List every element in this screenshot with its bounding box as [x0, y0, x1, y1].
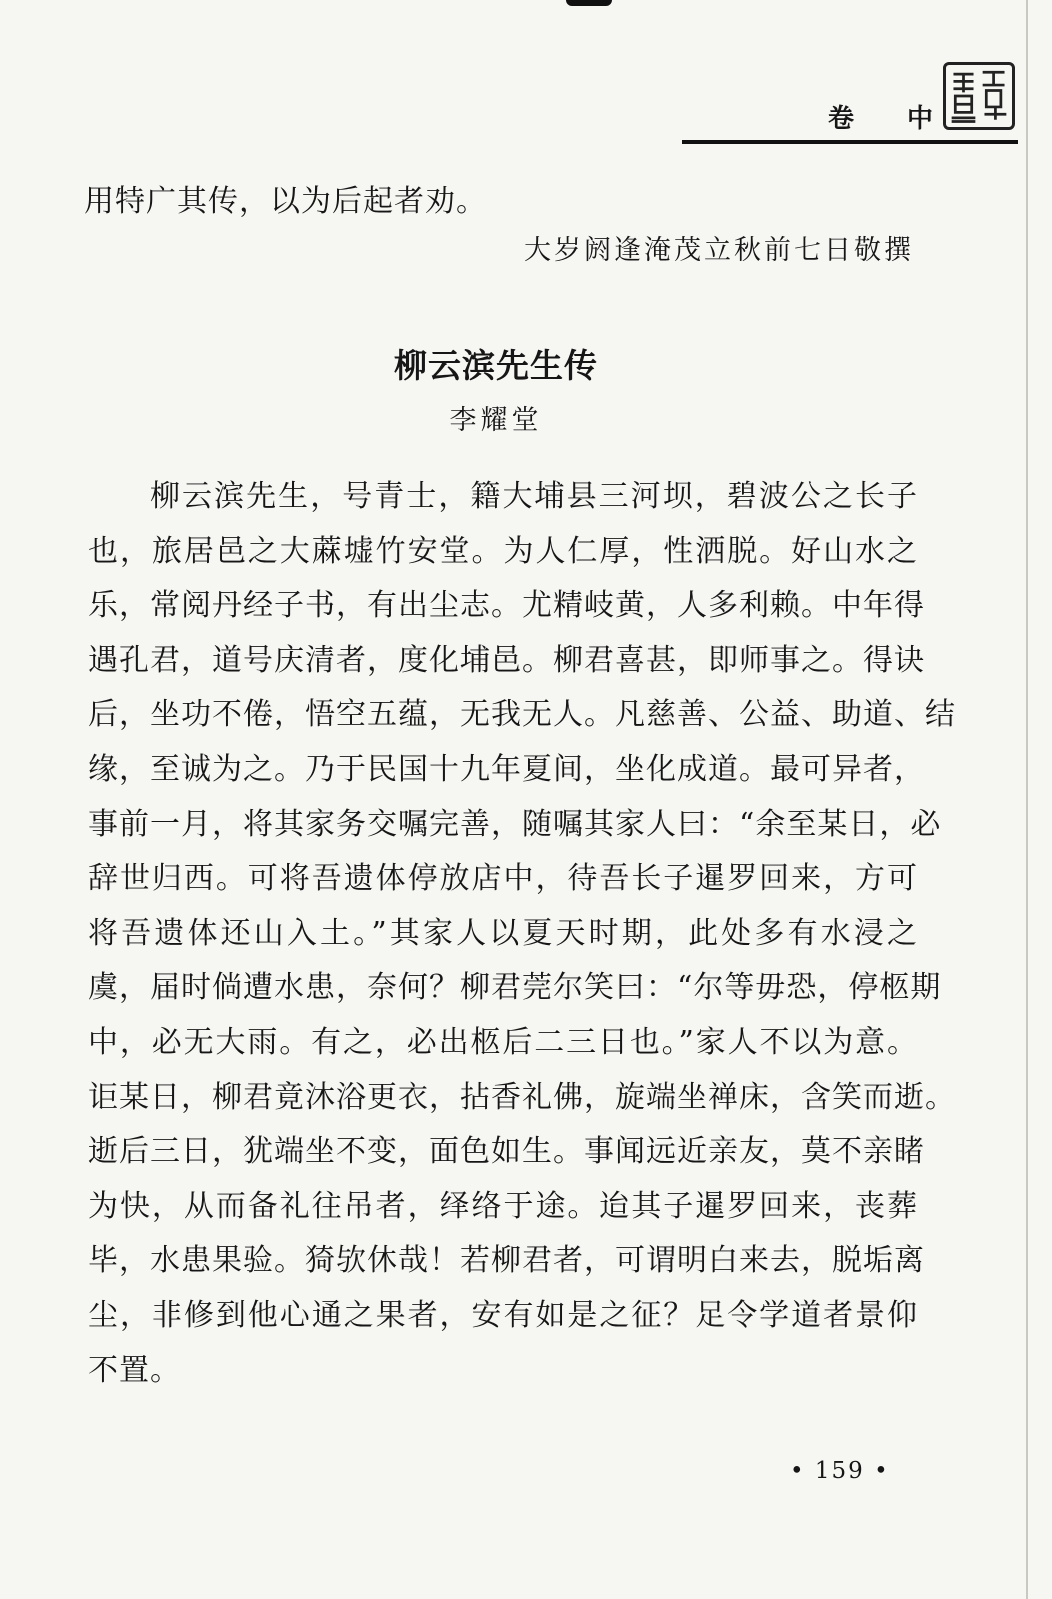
- body-line: 事前一月，将其家务交嘱完善，随嘱其家人曰：“余至某日，必: [88, 806, 942, 842]
- body-line: 虞，届时倘遭水患，奈何？柳君莞尔笑曰：“尔等毋恐，停柩期: [88, 970, 942, 1006]
- continuation-paragraph: 用特广其传，以为后起者劝。: [84, 184, 487, 219]
- body-line: 为快，从而备礼往吊者，绎络于途。迨其子暹罗回来，丧葬: [88, 1188, 918, 1224]
- body-line: 毕，水患果验。猗欤休哉！若柳君者，可谓明白来去，脱垢离: [88, 1243, 925, 1279]
- page-number: • 159 •: [790, 1458, 890, 1484]
- page-edge: [1026, 0, 1028, 1599]
- body-line: 辞世归西。可将吾遗体停放店中，待吾长子暹罗回来，方可: [88, 861, 918, 897]
- body-line: 尘，非修到他心通之果者，安有如是之征？足令学道者景仰: [88, 1297, 918, 1333]
- article-title: 柳云滨先生传: [394, 346, 598, 385]
- body-line: 讵某日，柳君竟沐浴更衣，拈香礼佛，旋端坐禅床，含笑而逝。: [88, 1079, 956, 1115]
- body-line: 后，坐功不倦，悟空五蕴，无我无人。凡慈善、公益、助道、结: [88, 697, 956, 733]
- section-header: 卷 中: [828, 104, 956, 134]
- body-line: 缘，至诚为之。乃于民国十九年夏间，坐化成道。最可异者，: [88, 751, 925, 787]
- body-line: 遇孔君，道号庆清者，度化埔邑。柳君喜甚，即师事之。得诀: [88, 642, 925, 678]
- body-line: 不置。: [88, 1352, 181, 1388]
- header-rule: [682, 140, 1018, 144]
- body-line: 也，旅居邑之大蔴墟竹安堂。为人仁厚，性洒脱。好山水之: [88, 533, 918, 569]
- top-ink-blot: [566, 0, 612, 6]
- article-author: 李耀堂: [449, 405, 543, 436]
- body-line: 将吾遗体还山入土。”其家人以夏天时期，此处多有水浸之: [88, 915, 918, 951]
- article-body: [88, 470, 956, 1398]
- body-line: 乐，常阅丹经子书，有出尘志。尤精岐黄，人多利赖。中年得: [88, 588, 925, 624]
- body-line: 中，必无大雨。有之，必出柩后二三日也。”家人不以为意。: [88, 1024, 918, 1060]
- body-line: 柳云滨先生，号青士，籍大埔县三河坝，碧波公之长子: [150, 479, 918, 514]
- body-line: 逝后三日，犹端坐不变，面色如生。事闻远近亲友，莫不亲睹: [88, 1134, 925, 1170]
- signature-line: 大岁阏逢淹茂立秋前七日敬撰: [524, 235, 914, 266]
